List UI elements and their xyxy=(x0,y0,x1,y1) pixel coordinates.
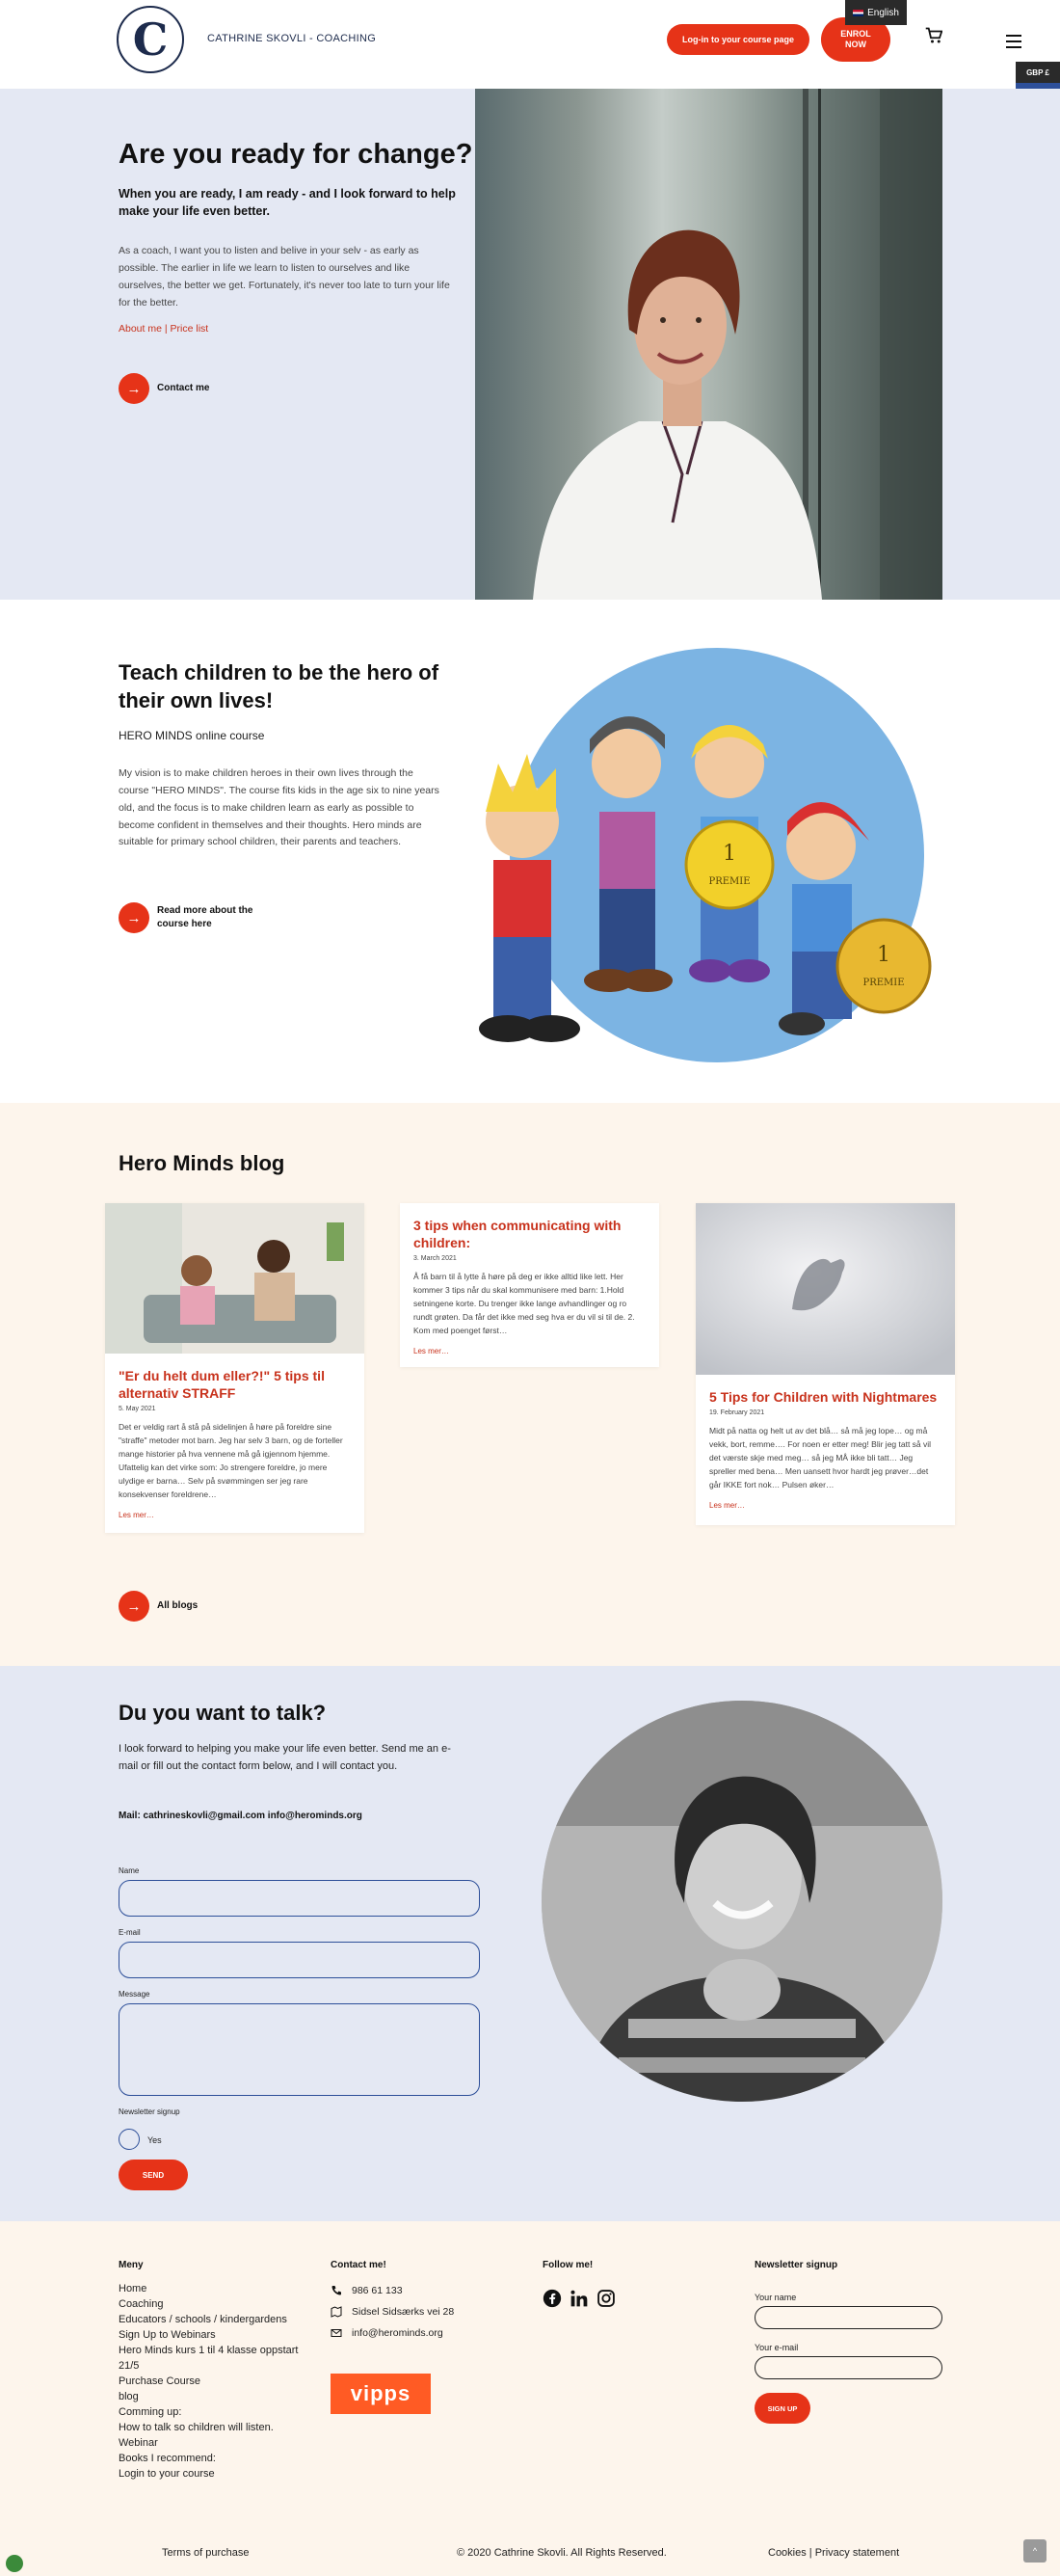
signup-button[interactable]: SIGN UP xyxy=(755,2393,810,2424)
phone-row[interactable] xyxy=(331,2285,403,2296)
hero-links xyxy=(119,323,208,335)
course-section xyxy=(0,600,1060,1103)
cookies-privacy-link[interactable]: Cookies | Privacy statement xyxy=(768,2547,900,2559)
newsletter-yes-label: Yes xyxy=(147,2135,162,2145)
email-input[interactable] xyxy=(119,1942,480,1978)
email-label: E-mail xyxy=(119,1928,141,1937)
blog-post-date: 19. February 2021 xyxy=(709,1409,765,1417)
blog-post-excerpt: Å få barn til å lytte å høre på deg er ikke alltid like lett. Her kommer 3 tips når du skal kommunisere med barn: 1.Hold setningene korte. Du trenger ikke lange avhandlinger og ro rundt grøten. Da får det ikke med seg hva er du vil si til de. 2. Kom med poenget først… xyxy=(413,1272,635,1336)
blog-image xyxy=(105,1203,364,1354)
blog-card[interactable] xyxy=(105,1203,364,1533)
blog-card[interactable] xyxy=(400,1203,659,1367)
newsletter-heading: Newsletter signup xyxy=(755,2260,838,2270)
blog-post-title[interactable]: 5 Tips for Children with Nightmares xyxy=(709,1389,938,1405)
logo[interactable] xyxy=(117,6,184,73)
name-label: Name xyxy=(119,1866,140,1875)
about-me-link[interactable]: About me xyxy=(119,323,162,335)
contact-mail[interactable]: Mail: cathrineskovli@gmail.com info@herominds.org xyxy=(119,1811,362,1821)
coach-photo xyxy=(475,89,942,600)
price-list-link[interactable]: Price list xyxy=(170,323,209,335)
enrol-label-2: NOW xyxy=(845,40,866,49)
language-switcher[interactable] xyxy=(845,0,907,25)
instagram-icon[interactable] xyxy=(596,2289,616,2308)
all-blogs-label: All blogs xyxy=(157,1599,199,1611)
blog-post-date: 3. March 2021 xyxy=(413,1255,457,1263)
footer-menu-item[interactable]: Educators / schools / kindergardens xyxy=(119,2314,287,2325)
footer-menu-item[interactable]: 21/5 xyxy=(119,2360,140,2372)
email-row[interactable] xyxy=(331,2327,443,2339)
newsletter-label: Newsletter signup xyxy=(119,2107,180,2116)
contact-me-button[interactable] xyxy=(119,373,209,404)
terms-link[interactable]: Terms of purchase xyxy=(162,2547,250,2559)
read-more-course-button[interactable] xyxy=(119,902,252,933)
nl-name-label: Your name xyxy=(755,2293,797,2302)
coin-label-2: PREMIE xyxy=(862,978,905,988)
blog-title: Hero Minds blog xyxy=(119,1151,285,1175)
blog-image xyxy=(696,1203,955,1375)
hamburger-menu-icon[interactable] xyxy=(1006,35,1021,48)
coin-number: 1 xyxy=(723,842,736,866)
link-separator: | xyxy=(164,323,168,335)
footer-menu-item[interactable]: blog xyxy=(119,2391,139,2402)
contact-me-label: Contact me xyxy=(157,382,210,393)
read-more-link[interactable]: Les mer… xyxy=(119,1511,154,1520)
hero-kids-illustration xyxy=(455,648,946,1072)
coach-portrait-illustration xyxy=(475,89,942,600)
hero-body: As a coach, I want you to listen and belive in your selv - as early as possible. The earlier in life we learn to listen to ourselves and like ourselves, the better we get. Fortunately, it's never too late to turn your life for the better. xyxy=(119,245,450,309)
footer-menu-item[interactable]: Coaching xyxy=(119,2298,164,2310)
site-footer xyxy=(0,2221,1060,2576)
email-address: info@herominds.org xyxy=(352,2327,443,2339)
all-blogs-button[interactable] xyxy=(119,1591,198,1622)
hero-lead: When you are ready, I am ready - and I look forward to help make your life even better. xyxy=(119,187,456,219)
cart-icon[interactable] xyxy=(925,27,942,44)
enrol-label-1: ENROL xyxy=(840,29,871,40)
footer-menu-item[interactable]: Hero Minds kurs 1 til 4 klasse oppstart xyxy=(119,2345,299,2356)
read-more-label: Read more about the course here xyxy=(157,904,253,929)
arrow-right-icon: → xyxy=(119,373,149,404)
arrow-right-icon: → xyxy=(119,1591,149,1622)
address: Sidsel Sidsærks vei 28 xyxy=(352,2306,455,2318)
footer-menu-item[interactable]: How to talk so children will listen. xyxy=(119,2422,274,2433)
hero-title: Are you ready for change? xyxy=(119,139,473,170)
hero-section xyxy=(0,89,1060,600)
currency-gbp[interactable]: GBP £ xyxy=(1016,62,1060,83)
brand-name[interactable]: CATHRINE SKOVLI - COACHING xyxy=(207,33,377,44)
blog-card[interactable] xyxy=(696,1203,955,1525)
site-header xyxy=(0,0,1060,89)
course-body: My vision is to make children heroes in their own lives through the course "HERO MINDS". The course fits kids in the age six to nine years old, and the focus is to make children learn as early as possible to become confident in themselves and their thoughts. Hero minds are suitable for primary school children, their parents and teachers. xyxy=(119,767,439,848)
blog-post-title[interactable]: 3 tips when communicating with children: xyxy=(413,1218,622,1251)
newsletter-radio[interactable] xyxy=(119,2129,140,2150)
course-subtitle: HERO MINDS online course xyxy=(119,729,265,742)
cookie-badge-icon[interactable] xyxy=(6,2555,23,2572)
name-input[interactable] xyxy=(119,1880,480,1917)
phone-number: 986 61 133 xyxy=(352,2285,403,2296)
language-label: English xyxy=(867,7,899,18)
footer-menu-item[interactable]: Books I recommend: xyxy=(119,2453,216,2464)
menu-heading: Meny xyxy=(119,2260,144,2270)
arrow-right-icon: → xyxy=(119,902,149,933)
contact-heading: Contact me! xyxy=(331,2260,386,2270)
envelope-icon xyxy=(331,2327,342,2339)
address-row xyxy=(331,2306,454,2318)
logo-mark: C xyxy=(132,13,169,66)
footer-menu xyxy=(119,2281,298,2482)
footer-menu-item[interactable]: Webinar xyxy=(119,2437,158,2449)
uk-flag-icon xyxy=(853,10,863,16)
message-textarea[interactable] xyxy=(119,2003,480,2096)
login-button[interactable]: Log-in to your course page xyxy=(667,24,809,55)
message-label: Message xyxy=(119,1990,150,1999)
coin-number-2: 1 xyxy=(877,943,890,967)
course-title: Teach children to be the hero of their own lives! xyxy=(119,660,439,712)
footer-menu-item[interactable]: Home xyxy=(119,2283,147,2294)
send-button[interactable]: SEND xyxy=(119,2160,188,2190)
footer-menu-item[interactable]: Purchase Course xyxy=(119,2375,200,2387)
nl-name-input[interactable] xyxy=(755,2306,942,2329)
blog-post-date: 5. May 2021 xyxy=(119,1406,156,1413)
coach-portrait-photo xyxy=(542,1701,942,2102)
scroll-to-top-icon[interactable]: ^ xyxy=(1023,2539,1047,2563)
nl-email-label: Your e-mail xyxy=(755,2343,799,2352)
nl-email-input[interactable] xyxy=(755,2356,942,2379)
social-links xyxy=(543,2289,616,2308)
coin-label: PREMIE xyxy=(708,876,751,887)
vipps-logo[interactable]: vipps xyxy=(331,2374,431,2414)
footer-menu-item[interactable]: Sign Up to Webinars xyxy=(119,2329,216,2341)
contact-intro: I look forward to helping you make your life even better. Send me an e-mail or fill out the contact form below, and I will contact you. xyxy=(119,1743,451,1772)
contact-title: Du you want to talk? xyxy=(119,1701,327,1725)
phone-icon xyxy=(331,2285,342,2296)
blog-section xyxy=(0,1103,1060,1666)
read-more-link[interactable]: Les mer… xyxy=(413,1347,449,1356)
read-more-link[interactable]: Les mer… xyxy=(709,1501,745,1511)
copyright: © 2020 Cathrine Skovli. All Rights Reserved. xyxy=(457,2547,667,2559)
footer-menu-item[interactable]: Comming up: xyxy=(119,2406,182,2418)
blog-post-excerpt: Midt på natta og helt ut av det blå… så må jeg lope… og må vekk, bort, remme…. For noen er etter meg! Blir jeg tatt så vil det værste skje med meg… så jeg MÅ ikke bli tatt… Jeg spreller med bena… Men uansett hvor hardt jeg prøver…det går IKKE fort nok… Pulsen øker… xyxy=(709,1426,932,1490)
contact-section xyxy=(0,1666,1060,2221)
facebook-icon[interactable] xyxy=(543,2289,562,2308)
map-icon xyxy=(331,2306,342,2318)
blog-post-excerpt: Det er veldig rart å stå på sidelinjen å høre på foreldre sine "straffe" metoder mot barn. Jeg har selv 3 barn, og de forteller mange historier på hva vennene må gå igjennom hjemme. Ufattelig kan det virke som: Jo strengere foreldre, jo mere ulydige er barna… Selv på svømmingen ser jeg rare konsekvenser foreldrene… xyxy=(119,1422,343,1500)
blog-post-title[interactable]: "Er du helt dum eller?!" 5 tips til alternativ STRAFF xyxy=(119,1368,325,1402)
footer-menu-item[interactable]: Login to your course xyxy=(119,2468,215,2480)
linkedin-icon[interactable] xyxy=(570,2289,589,2308)
follow-heading: Follow me! xyxy=(543,2260,594,2270)
